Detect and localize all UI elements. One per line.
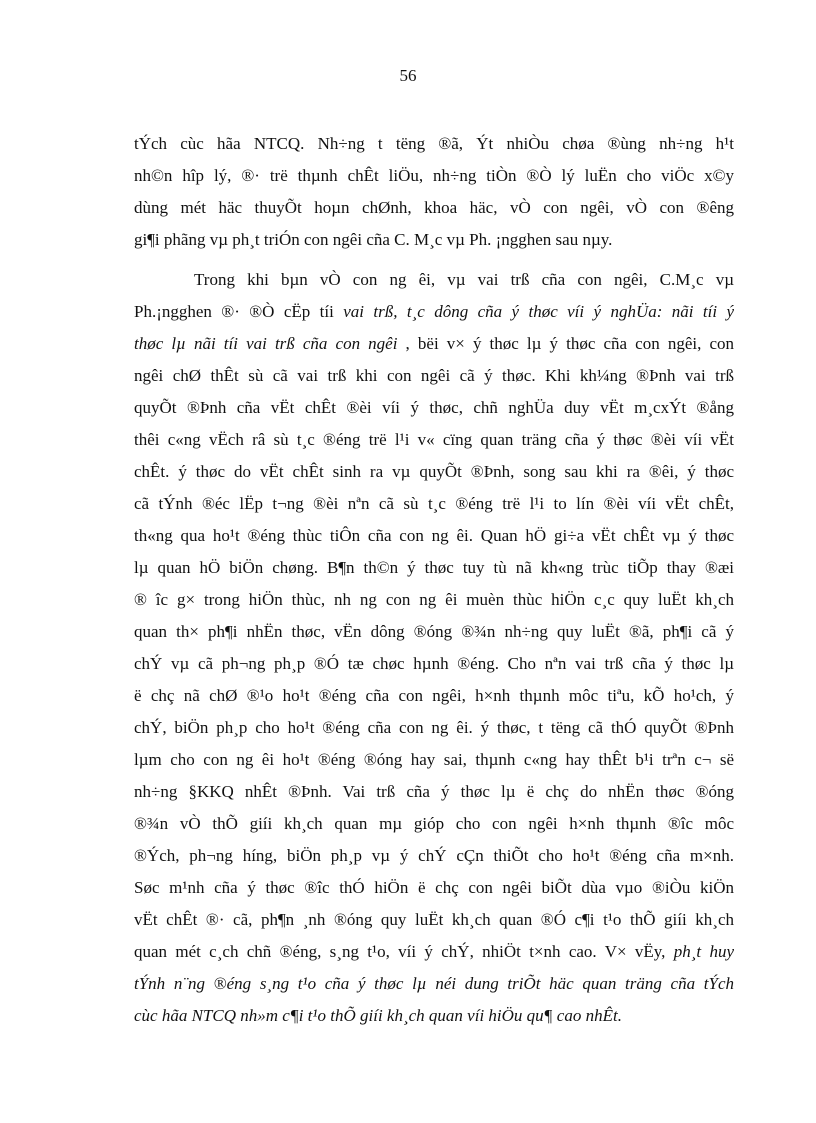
text-line <box>134 1000 734 1032</box>
text-line <box>134 776 734 808</box>
text-segment: Søc m¹nh cña ý thøc ®îc thÓ hiÖn ë chç con ngêi biÕt dùa vµo ®iÒu kiÖn <box>134 878 734 897</box>
text-segment: ® îc g× trong hiÖn thùc, nh ng con ng êi muèn thùc hiÖn c¸c quy luËt kh¸ch <box>134 590 734 609</box>
text-segment: thêi c«ng vËch râ sù t¸c ®éng trë l¹i v« cïng quan träng cña ý thøc ®èi víi vËt <box>134 430 734 449</box>
text-line <box>134 192 734 224</box>
italic-text-segment: thøc lµ nãi tíi vai trß cña con ngêi <box>134 334 406 353</box>
paragraph-gap <box>134 256 734 264</box>
text-segment: tÝch cùc hãa NTCQ. Nh÷ng t tëng ®ã, Ýt nhiÒu chøa ®ùng nh÷ng h¹t <box>134 134 734 153</box>
text-line <box>134 488 734 520</box>
text-segment: ®Ých, ph¬ng híng, biÖn ph¸p vµ ý chÝ cÇn thiÕt cho ho¹t ®éng cña m×nh. <box>134 846 734 865</box>
text-segment: th«ng qua ho¹t ®éng thùc tiÔn cña con ng êi. Quan hÖ gi÷a vËt chÊt vµ ý thøc <box>134 526 734 545</box>
text-line <box>134 904 734 936</box>
text-line <box>134 128 734 160</box>
paragraph <box>134 128 734 256</box>
text-line <box>134 680 734 712</box>
text-line <box>134 584 734 616</box>
italic-text-segment: ph¸t huy <box>673 942 734 961</box>
text-line <box>134 328 734 360</box>
text-line <box>134 968 734 1000</box>
text-line <box>134 744 734 776</box>
text-segment: cã tÝnh ®éc lËp t¬ng ®èi nªn cã sù t¸c ®éng trë l¹i to lín ®èi víi vËt chÊt, <box>134 494 734 513</box>
text-segment: ë chç nã chØ ®¹o ho¹t ®éng cña con ngêi, h×nh thµnh môc tiªu, kÕ ho¹ch, ý <box>134 686 734 705</box>
text-line <box>134 808 734 840</box>
italic-text-segment: tÝnh n¨ng ®éng s¸ng t¹o cña ý thøc lµ néi dung triÕt häc quan träng cña tÝch <box>134 974 734 993</box>
text-segment: lµ quan hÖ biÖn chøng. B¶n th©n ý thøc tuy tù nã kh«ng trùc tiÕp thay ®æi <box>134 558 734 577</box>
text-line <box>134 360 734 392</box>
text-line <box>134 296 734 328</box>
text-line <box>134 224 734 256</box>
text-segment: vËt chÊt ®· cã, ph¶n ¸nh ®óng quy luËt kh¸ch quan ®Ó c¶i t¹o thÕ giíi kh¸ch <box>134 910 734 929</box>
text-segment: gi¶i phãng vµ ph¸t triÓn con ngêi cña C. M¸c vµ Ph. ¡ngghen sau nµy. <box>134 230 613 249</box>
paragraphs <box>134 128 734 1032</box>
text-segment: quan mét c¸ch chñ ®éng, s¸ng t¹o, víi ý chÝ, nhiÖt t×nh cao. V× vËy, <box>134 942 674 961</box>
paragraph <box>134 264 734 1032</box>
italic-text-segment: vai trß, t¸c dông cña ý thøc víi ý nghÜa: nãi tíi ý <box>343 302 734 321</box>
italic-text-segment: cùc hãa NTCQ nh»m c¶i t¹o thÕ giíi kh¸ch quan víi hiÖu qu¶ cao nhÊt. <box>134 1006 622 1025</box>
page-number: 56 <box>399 66 417 85</box>
text-line <box>134 392 734 424</box>
body-text <box>134 128 734 1032</box>
text-line <box>134 936 734 968</box>
text-segment: nh÷ng §KKQ nhÊt ®Þnh. Vai trß cña ý thøc lµ ë chç do nhËn thøc ®óng <box>134 782 734 801</box>
text-segment: ngêi chØ thÊt sù cã vai trß khi con ngêi cã ý thøc. Khi kh¼ng ®Þnh vai trß <box>134 366 734 385</box>
text-line <box>134 872 734 904</box>
text-segment: lµm cho con ng êi ho¹t ®éng ®óng hay sai, thµnh c«ng hay thÊt b¹i trªn c¬ së <box>134 750 734 769</box>
text-segment: nh©n hîp lý, ®· trë thµnh chÊt liÖu, nh÷ng tiÒn ®Ò lý luËn cho viÖc x©y <box>134 166 734 185</box>
text-segment: chÝ vµ cã ph¬ng ph¸p ®Ó tæ chøc hµnh ®éng. Cho nªn vai trß cña ý thøc lµ <box>134 654 734 673</box>
text-line <box>134 840 734 872</box>
text-segment: quyÕt ®Þnh cña vËt chÊt ®èi víi ý thøc, chñ nghÜa duy vËt m¸cxÝt ®ång <box>134 398 734 417</box>
text-segment: Ph.¡ngghen ®· ®Ò cËp tíi <box>134 302 344 321</box>
text-line <box>134 424 734 456</box>
text-segment: dùng mét häc thuyÕt hoµn chØnh, khoa häc, vÒ con ngêi, vÒ con ®êng <box>134 198 734 217</box>
text-line <box>134 456 734 488</box>
text-line <box>134 160 734 192</box>
text-line <box>134 648 734 680</box>
text-segment: ®¾n vÒ thÕ giíi kh¸ch quan mµ gióp cho con ngêi h×nh thµnh ®îc môc <box>134 814 734 833</box>
text-segment: chÊt. ý thøc do vËt chÊt sinh ra vµ quyÕt ®Þnh, song sau khi ra ®êi, ý thøc <box>134 462 734 481</box>
text-segment: , bëi v× ý thøc lµ ý thøc cña con ngêi, con <box>405 334 734 353</box>
text-line <box>134 264 734 296</box>
text-line <box>134 552 734 584</box>
text-segment: chÝ, biÖn ph¸p cho ho¹t ®éng cña con ng êi. ý thøc, t tëng cã thÓ quyÕt ®Þnh <box>134 718 734 737</box>
text-segment: quan th× ph¶i nhËn thøc, vËn dông ®óng ®¾n nh÷ng quy luËt ®ã, ph¶i cã ý <box>134 622 734 641</box>
text-line <box>134 520 734 552</box>
text-line <box>134 712 734 744</box>
text-segment: Trong khi bµn vÒ con ng êi, vµ vai trß cña con ngêi, C.M¸c vµ <box>194 270 734 289</box>
text-line <box>134 616 734 648</box>
